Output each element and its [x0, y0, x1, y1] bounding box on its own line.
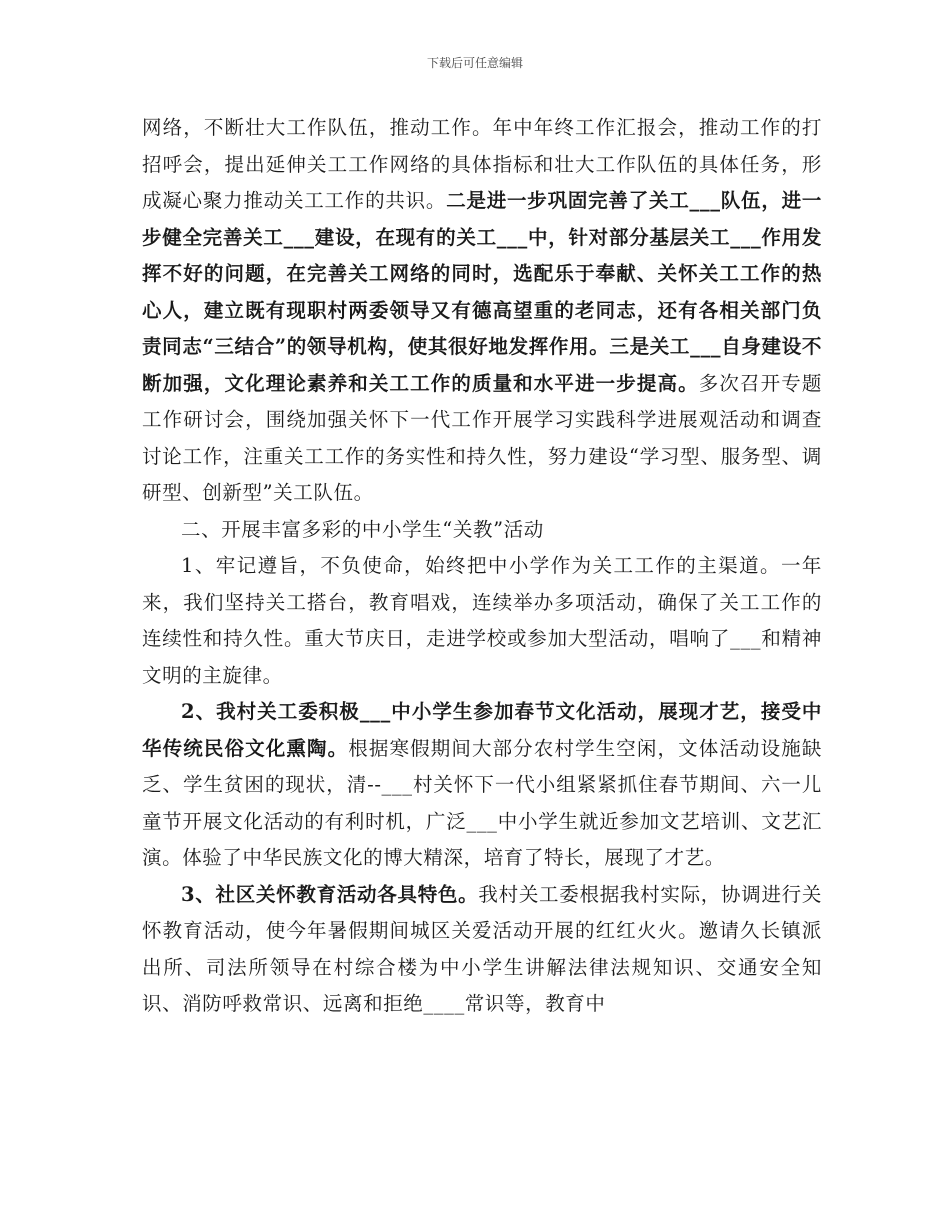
paragraph-item-2	[142, 694, 822, 877]
section-heading-text: 二、开展丰富多彩的中小学生“关教”活动	[181, 517, 544, 541]
paragraph-item-3	[142, 877, 822, 1023]
paragraph-bold-text: 二是进一步巩固完善了关工___队伍，进一步健全完善关工___建设，在现有的关工___中，针对部分基层关工___作用发挥不好的问题，在完善关工网络的同时，选配乐于奉献、关怀关工工作的热心人，建立既有现职村两委领导又有德高望重的老同志，还有各相关部门负责同志“三结合”的领导机构，使其很好地发挥作用。三是关工___自身建设不断加强，文化理论素养和关工工作的质量和水平进一步提高。	[142, 189, 822, 395]
paragraph-item-1	[142, 548, 822, 694]
page-header	[0, 54, 950, 71]
header-text: 下载后可任意编辑	[426, 56, 523, 70]
paragraph-text: 多次召开专题工作研讨会，围绕加强关怀下一代工作开展学习实践科学进展观活动和调查讨论工作，注重关工工作的务实性和持久性，努力建设“学习型、服务型、调研型、创新型”关工队伍。	[142, 371, 822, 504]
paragraph-work-team	[142, 110, 822, 512]
document-body	[142, 110, 822, 1023]
section-heading	[142, 512, 822, 549]
paragraph-text: 我村关工委根据我村实际，协调进行关怀教育活动，使今年暑假期间城区关爱活动开展的红红火火。邀请久长镇派出所、司法所领导在村综合楼为中小学生讲解法律法规知识、交通安全知识、消防呼救常识、远离和拒绝____常识等，教育中	[142, 882, 822, 1015]
paragraph-bold-text: 3、社区关怀教育活动各具特色。	[181, 882, 479, 906]
paragraph-bold-text: 2、我村关工委积极___中小学生参加春节文化活动，展现才艺，接受中华传统民俗文化熏陶。	[142, 700, 822, 760]
paragraph-text: 网络，不断壮大工作队伍，推动工作。年中年终工作汇报会，推动工作的打招呼会，提出延伸关工工作网络的具体指标和壮大工作队伍的具体任务，形成凝心聚力推动关工工作的共识。	[142, 116, 822, 212]
paragraph-text: 1、牢记遵旨，不负使命，始终把中小学作为关工工作的主渠道。一年来，我们坚持关工搭台，教育唱戏，连续举办多项活动，确保了关工工作的连续性和持久性。重大节庆日，走进学校或参加大型活动，唱响了___和精神文明的主旋律。	[142, 554, 822, 687]
paragraph-text: 根据寒假期间大部分农村学生空闲，文体活动设施缺乏、学生贫困的现状，清--___村关怀下一代小组紧紧抓住春节期间、六一儿童节开展文化活动的有利时机，广泛___中小学生就近参加文艺培训、文艺汇演。体验了中华民族文化的博大精深，培育了特长，展现了才艺。	[142, 736, 822, 869]
